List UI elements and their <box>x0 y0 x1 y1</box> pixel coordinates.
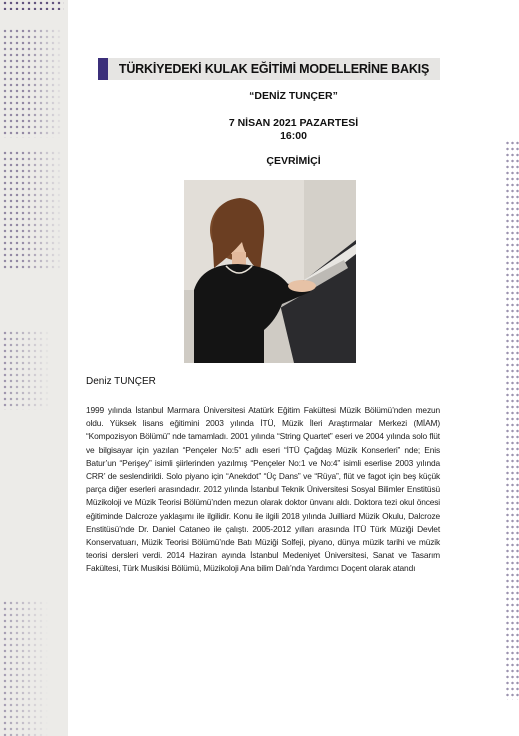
speaker-subtitle: “DENİZ TUNÇER” <box>249 90 338 102</box>
event-mode: ÇEVRİMİÇİ <box>266 155 321 167</box>
dot-pattern-top <box>2 0 64 10</box>
portrait-photo <box>184 180 356 363</box>
page-title: TÜRKİYEDEKİ KULAK EĞİTİMİ MODELLERİNE BAKIŞ <box>118 62 430 76</box>
dot-pattern-upper <box>2 28 64 138</box>
portrait-illustration <box>184 180 356 363</box>
dot-pattern-right <box>505 140 519 700</box>
title-accent-block <box>98 58 108 80</box>
speaker-biography: 1999 yılında İstanbul Marmara Üniversitesi Atatürk Eğitim Fakültesi Müzik Bölümü’nden mezun oldu. Yüksek lisans eğitimini 2003 yılında İTÜ, Müzik İleri Araştırmalar Merkezi (MİAM) “Kompozisyon Bölümü” nde tamamladı. 2001 yılında “String Quartet” eseri ve 2004 yılında solo flüt ve bilgisayar için yazılan “Pençeler No:5” adlı eseri “İTÜ Çağdaş Müzik Konserleri” nde; Enis Batur’un “Perişey” isimli şiirlerinden yazılmış “Pençeler No:1 ve No:4” isimli eserlise 2003 yılında CRR’ de seslendirildi. Solo piyano için “Anekdot” “Üç Dans” ve “Rüya”, flüt ve fagot için beş küçük parça diğer eserleri arasındadır. 2012 yılında İstanbul Teknik Üniversitesi Sosyal Bilimler Enstitüsü Müzikoloji ve Müzik Teorisi Bölümü’nden mezun olarak doktor ünvanı aldı. Doktora tezi okul öncesi eğitiminde Dalcroze yaklaşımı ile ilgilidir. Konu ile ilgili 2018 yılında Juilliard Müzik Okulu, Dalcroze Enstitüsü’nde Dr. Daniel Cataneo ile çalıştı. 2005-2012 yılları arasında İTÜ Türk Müziği Devlet Konservatuarı, Müzik Teorisi Bölümü’nde Batı Müziği Solfeji, piyano, dünya müzik tarihi ve müzik teorisi dersleri verdi. 2014 Haziran ayında İstanbul Medeniyet Üniversitesi, Sanat ve Tasarım Fakültesi, Türk Musikisi Bölümü, Müzikoloji Ana bilim Dalı’nda Yardımcı Doçent olarak atandı <box>86 405 440 574</box>
event-date: 7 NİSAN 2021 PAZARTESİ <box>228 117 359 129</box>
dot-pattern-bottom <box>2 600 64 736</box>
title-banner <box>98 58 440 80</box>
left-decorative-band <box>0 0 68 736</box>
speaker-name: Deniz TUNÇER <box>86 376 156 387</box>
dot-pattern-middle <box>2 150 64 270</box>
event-time: 16:00 <box>280 130 307 142</box>
dot-pattern-lower <box>2 330 64 410</box>
